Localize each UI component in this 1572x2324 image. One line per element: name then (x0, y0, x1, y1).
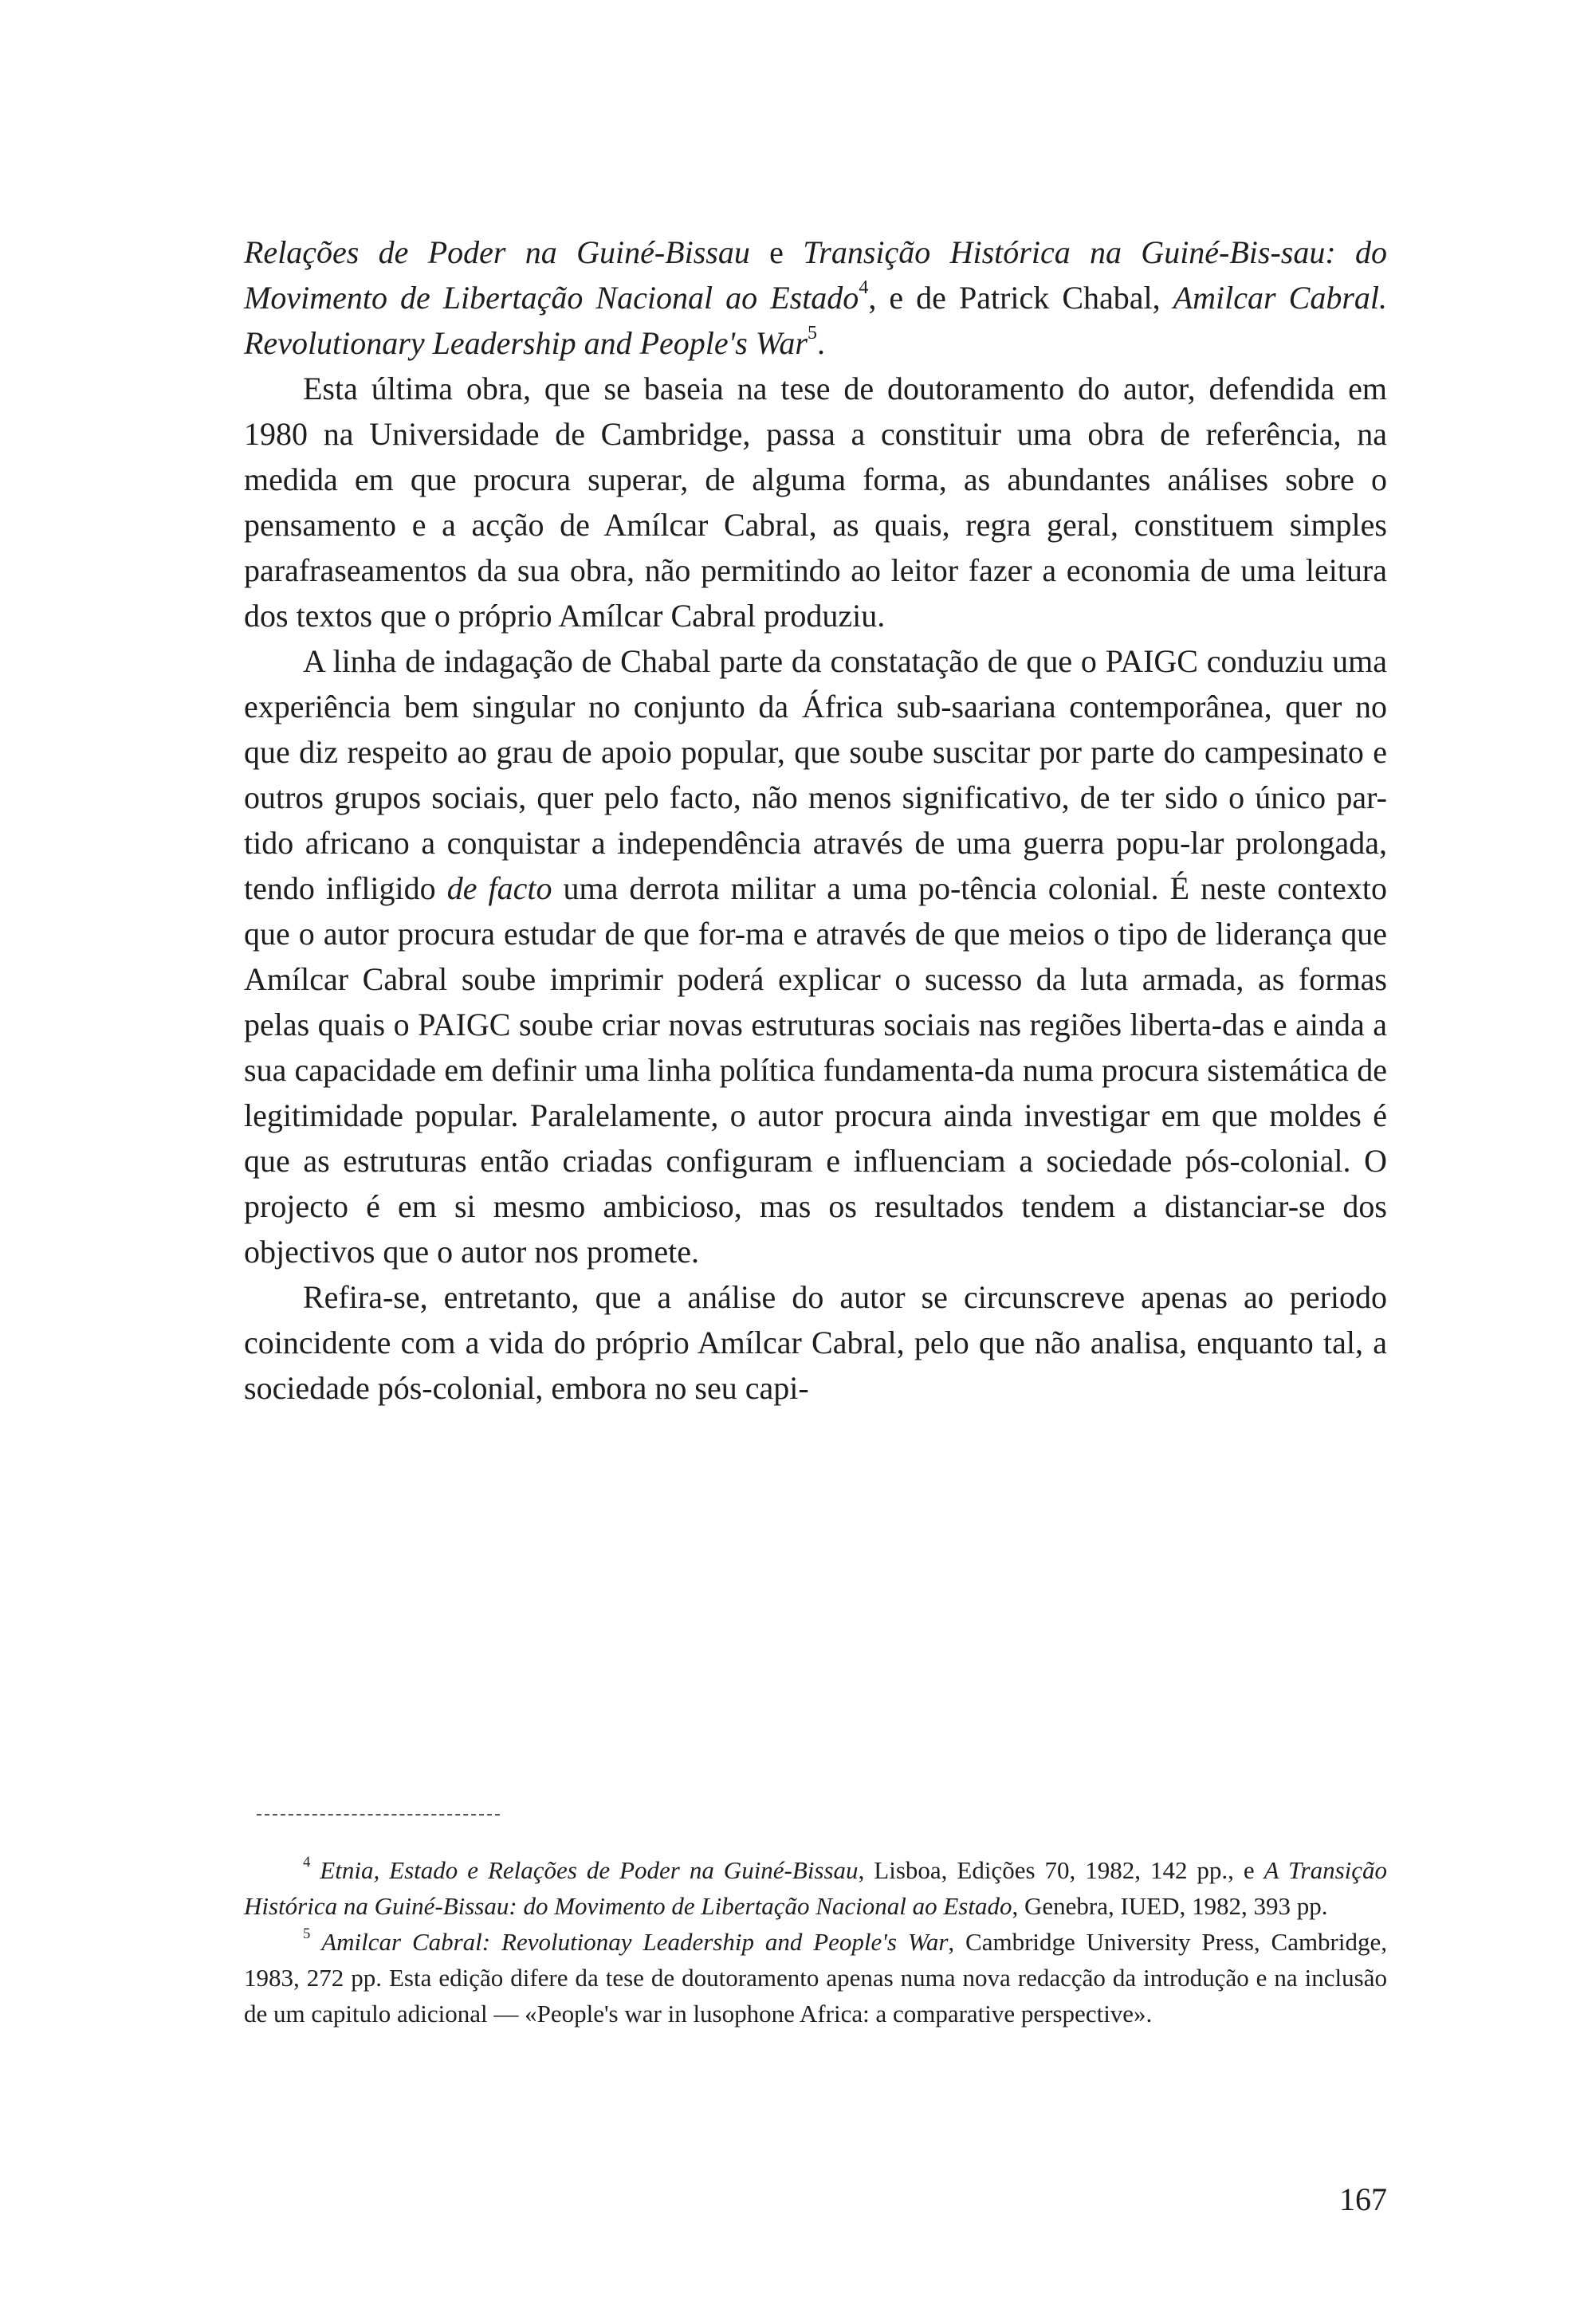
footnotes (244, 1852, 1387, 2032)
footnote-4-publication-2: , Genebra, IUED, 1982, 393 pp. (1012, 1892, 1328, 1920)
paragraph-4: Refira-se, entretanto, que a análise do autor se circunscreve apenas ao periodo coincidente com a vida do próprio Amílcar Cabral, pelo que não analisa, enquanto tal, a sociedade pós-colonial, embora no seu capi- (244, 1279, 1387, 1406)
sentence-end: . (817, 325, 825, 361)
paragraph-1 (244, 230, 1387, 366)
paragraph-3-part-c: uma derrota militar a uma po-tência colonial. É neste contexto que o autor procura estudar de que for-ma e através de que meios o tipo de liderança que Amílcar Cabral soube imprimir poderá explicar o sucesso da luta armada, as formas pelas quais o PAIGC soube criar novas estruturas sociais nas regiões liberta-das e ainda a sua capacidade em definir uma linha política fundamenta-da numa procura sistemática de legitimidade popular. Paralelamente, o autor procura ainda investigar em que moldes é que as estruturas então criadas configuram e influenciam a sociedade pós-colonial. O projecto é em si mesmo ambicioso, mas os resultados tendem a distanciar-se dos objectivos que o autor nos promete. (244, 870, 1388, 1270)
footnote-separator (257, 1814, 500, 1816)
footnote-4-publication-1: , Lisboa, Edições 70, 1982, 142 pp., e (858, 1856, 1264, 1884)
book-title-transicao: Transição Histórica na Guiné-Bis-sau: do Movimento de Libertação Nacional ao Estado (244, 234, 1387, 316)
paragraph-2: Esta última obra, que se baseia na tese de doutoramento do autor, defendida em 1980 na Universidade de Cambridge, passa a constituir uma obra de referência, na medida em que procura superar, de alguma forma, as abundantes análises sobre o pensamento e a acção de Amílcar Cabral, as quais, regra geral, constituem simples parafraseamentos da sua obra, não permitindo ao leitor fazer a economia de uma leitura dos textos que o próprio Amílcar Cabral produziu. (244, 371, 1387, 634)
footnote-5-title: Amilcar Cabral: Revolutionay Leadership and People's War (321, 1928, 949, 1956)
footnote-4-number: 4 (303, 1854, 311, 1871)
paragraph-3-part-a: A linha de indagação de Chabal parte da constatação de que o PAIGC conduziu uma experiência bem singular no conjunto da África sub-saariana contemporânea, quer no que diz respeito ao grau de apoio popular, que soube suscitar por parte do campesinato e outros grupos sociais, quer pelo facto, não menos significativo, de ter sido o único par-tido africano a conquistar a independência através de uma guerra popu-lar prolongada, tendo infligido (244, 643, 1387, 906)
conjunction-text: e (749, 234, 804, 270)
paragraph-3 (244, 638, 1387, 1274)
author-text: , e de Patrick Chabal, (868, 280, 1173, 316)
main-text (244, 230, 1387, 1411)
footnote-4-title-2: A Transição Histórica na Guiné-Bissau: do Movimento de Libertação Nacional ao Estado (244, 1856, 1388, 1920)
book-title-relacoes: Relações de Poder na Guiné-Bissau (244, 234, 750, 270)
footnote-ref-4: 4 (859, 277, 869, 298)
footnote-5-number: 5 (303, 1926, 311, 1943)
footnote-4-title-1: Etnia, Estado e Relações de Poder na Guiné-Bissau (320, 1856, 859, 1884)
page-number: 167 (1339, 2181, 1387, 2217)
footnote-5 (244, 1924, 1387, 2032)
de-facto-italic: de facto (446, 870, 552, 906)
footnote-4 (244, 1852, 1387, 1924)
footnote-5-text: , Cambridge University Press, Cambridge, 1983, 272 pp. Esta edição difere da tese de doutoramento apenas numa nova redacção da introdução e na inclusão de um capitulo adicional — «People's war in lusophone Africa: a comparative perspective». (244, 1928, 1388, 2028)
book-title-amilcar-cabral: Amilcar Cabral. Revolutionary Leadership and People's War (244, 280, 1388, 361)
footnote-ref-5: 5 (808, 322, 817, 343)
